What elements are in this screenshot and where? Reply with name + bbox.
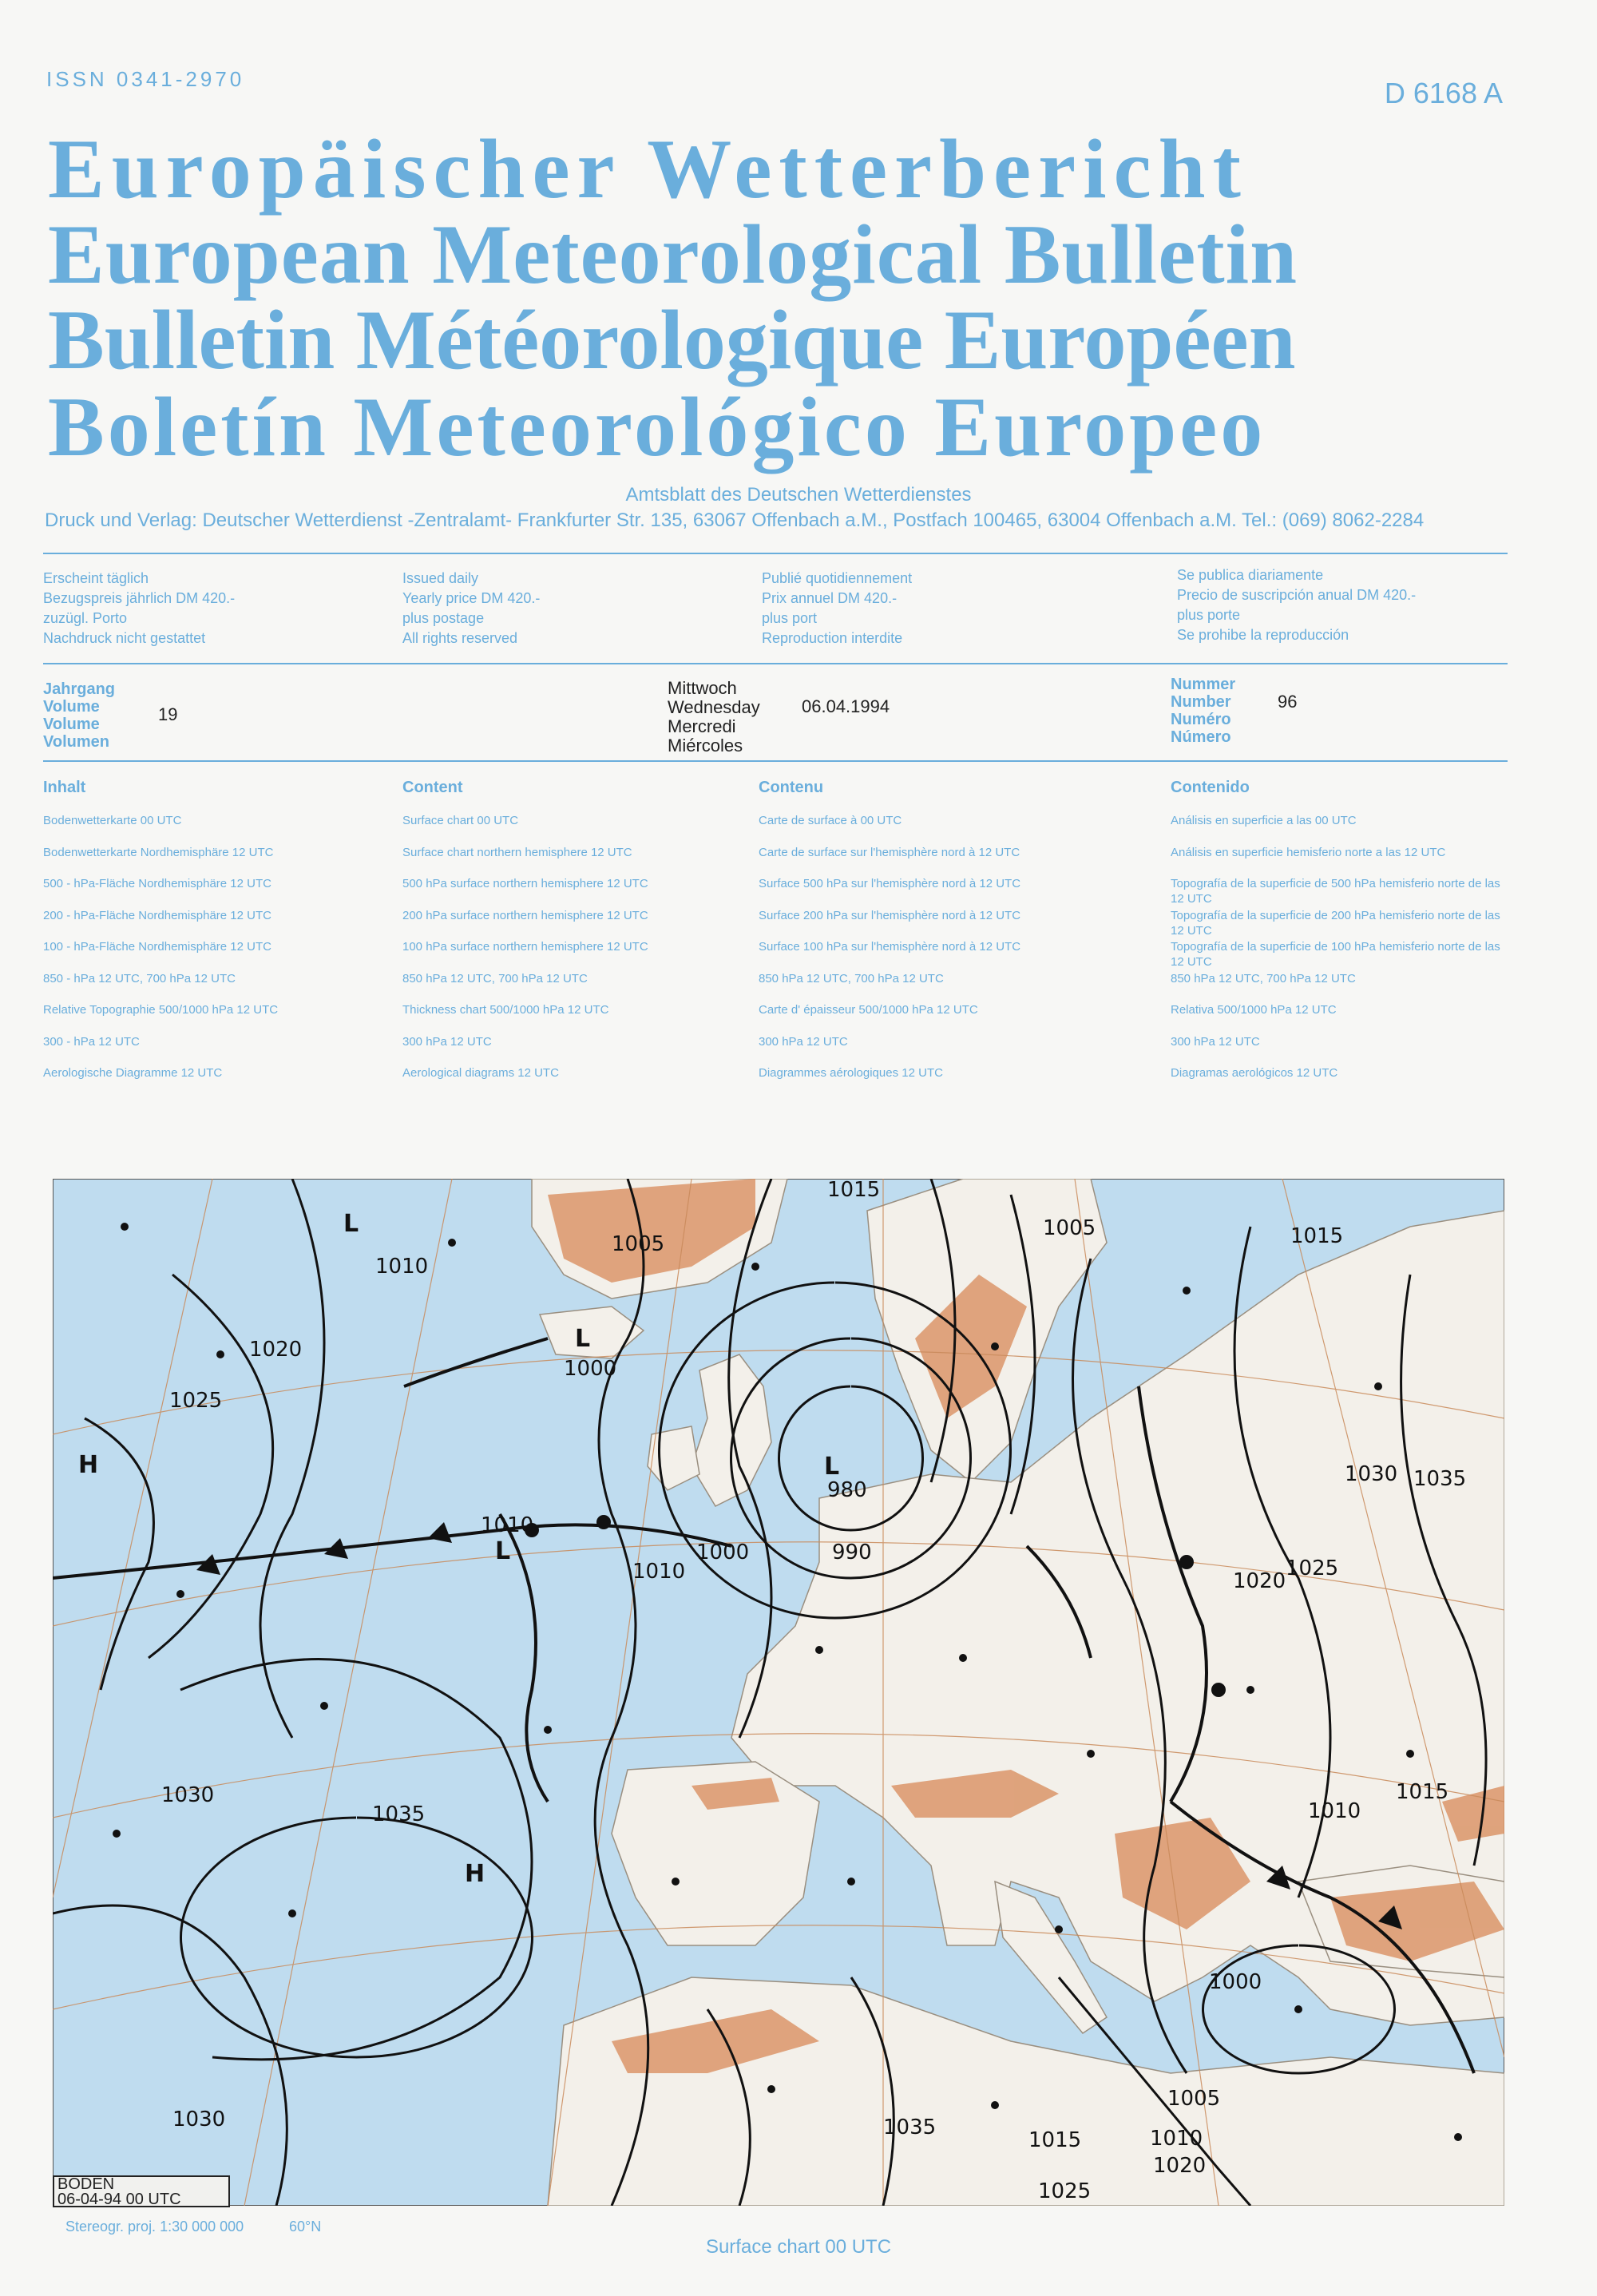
projection-latitude: 60°N	[289, 2219, 322, 2235]
title-spanish: Boletín Meteorológico Europeo	[48, 380, 1266, 474]
isobar-label: 1030	[161, 1783, 215, 1807]
weather-map-canvas	[53, 1179, 1504, 2206]
contents-item: 100 hPa surface northern hemisphere 12 UTC	[402, 940, 648, 954]
contents-heading: Content	[402, 779, 463, 796]
info-line: Publié quotidiennement	[762, 570, 913, 586]
contents-item: Aerologische Diagramme 12 UTC	[43, 1066, 223, 1080]
station-marker	[1246, 1686, 1254, 1694]
contents-item: 100 - hPa-Fläche Nordhemisphäre 12 UTC	[43, 940, 271, 954]
station-marker	[1454, 2133, 1462, 2141]
isobar-label: 1035	[1413, 1467, 1467, 1491]
isobar-label: 1010	[481, 1513, 534, 1537]
contents-heading: Contenido	[1171, 779, 1250, 796]
info-column-german	[43, 569, 235, 648]
isobar-label: 1035	[372, 1802, 426, 1826]
number-label: Number	[1171, 693, 1231, 711]
contents-item: 500 hPa surface northern hemisphere 12 UTC	[402, 877, 648, 890]
isobar-label: 1010	[375, 1255, 429, 1279]
contents-item: Análisis en superficie hemisferio norte a las 12 UTC	[1171, 845, 1446, 859]
info-line: plus port	[762, 610, 818, 626]
contents-item: Bodenwetterkarte Nordhemisphäre 12 UTC	[43, 845, 274, 859]
isobar-label: 1025	[169, 1389, 223, 1413]
station-marker	[991, 1342, 999, 1350]
station-marker	[216, 1350, 224, 1358]
station-marker	[121, 1223, 129, 1231]
number-label: Nummer	[1171, 676, 1236, 693]
station-marker	[1087, 1750, 1095, 1758]
info-line: Bezugspreis jährlich DM 420.-	[43, 590, 236, 606]
station-marker	[815, 1646, 823, 1654]
number-labels	[1171, 676, 1235, 746]
contents-item: 500 - hPa-Fläche Nordhemisphäre 12 UTC	[43, 877, 271, 890]
info-line: Se prohibe la reproducción	[1177, 627, 1349, 643]
projection-note: Stereogr. proj. 1:30 000 000	[65, 2219, 244, 2235]
number-label: Número	[1171, 728, 1231, 746]
contents-item: 850 hPa 12 UTC, 700 hPa 12 UTC	[402, 971, 588, 985]
isobar-label: 1015	[1396, 1780, 1449, 1804]
contents-column-english	[402, 779, 738, 1097]
isobar-label: 1020	[1153, 2154, 1207, 2178]
contents-item: Relative Topographie 500/1000 hPa 12 UTC	[43, 1003, 279, 1017]
isobar-label: 1030	[1345, 1462, 1398, 1486]
station-marker	[847, 1878, 855, 1886]
info-line: All rights reserved	[402, 630, 518, 646]
title-french: Bulletin Météorologique Européen	[48, 293, 1296, 387]
station-marker	[176, 1590, 184, 1598]
contents-column-german	[43, 779, 363, 1097]
info-column-spanish	[1177, 565, 1416, 645]
contents-item: Diagrammes aérologiques 12 UTC	[759, 1066, 943, 1080]
map-stamp-datetime: 06-04-94 00 UTC	[57, 2191, 181, 2208]
isobar-label: 1010	[1150, 2127, 1203, 2151]
station-marker	[1374, 1382, 1382, 1390]
low-pressure-center: L	[824, 1453, 840, 1481]
contents-item: Surface chart 00 UTC	[402, 814, 519, 827]
contents-item: 300 hPa 12 UTC	[759, 1034, 848, 1049]
number-label: Numéro	[1171, 711, 1231, 728]
isobar-label: 1015	[1028, 2128, 1082, 2152]
low-pressure-center: L	[575, 1325, 591, 1353]
weekday-label: Miércoles	[668, 736, 743, 755]
weekday-label: Mittwoch	[668, 678, 737, 698]
station-marker	[1406, 1750, 1414, 1758]
contents-item: Análisis en superficie a las 00 UTC	[1171, 814, 1357, 827]
volume-label: Volume	[43, 698, 100, 716]
high-pressure-center: H	[78, 1451, 99, 1479]
isobar-label: 990	[832, 1541, 872, 1564]
divider	[43, 553, 1508, 554]
info-line: Precio de suscripción anual DM 420.-	[1177, 587, 1417, 603]
isobar-label: 1015	[1290, 1224, 1344, 1248]
contents-column-french	[759, 779, 1126, 1097]
info-line: Nachdruck nicht gestattet	[43, 630, 206, 646]
isobar-label: 1035	[883, 2116, 937, 2139]
station-marker	[959, 1654, 967, 1662]
contents-item: Carte d' épaisseur 500/1000 hPa 12 UTC	[759, 1003, 978, 1017]
contents-column-spanish	[1171, 779, 1506, 1097]
station-marker	[1294, 2005, 1302, 2013]
issn-label: ISSN 0341-2970	[46, 67, 245, 91]
info-line: Erscheint täglich	[43, 570, 149, 586]
info-column-french	[762, 569, 912, 648]
isobar-label: 1015	[827, 1179, 881, 1202]
contents-item: Thickness chart 500/1000 hPa 12 UTC	[402, 1003, 609, 1017]
publication-code: D 6168 A	[1384, 77, 1503, 109]
isobar-label: 1025	[1286, 1556, 1339, 1580]
surface-weather-map	[53, 1179, 1504, 2206]
info-line: Yearly price DM 420.-	[402, 590, 541, 606]
contents-item: 300 hPa 12 UTC	[402, 1034, 492, 1049]
issue-date: 06.04.1994	[802, 696, 890, 716]
contents-item: Carte de surface sur l'hemisphère nord à 12 UTC	[759, 845, 1020, 859]
map-stamp-label: BODEN	[57, 2175, 115, 2193]
contents-item: Surface 500 hPa sur l'hemisphère nord à 12 UTC	[759, 877, 1021, 890]
isobar-label: 1030	[172, 2108, 226, 2131]
contents-item: Diagramas aerológicos 12 UTC	[1171, 1066, 1338, 1080]
divider	[43, 760, 1508, 762]
front-semicircle	[1179, 1555, 1194, 1569]
station-marker	[320, 1702, 328, 1710]
contents-item: 200 - hPa-Fläche Nordhemisphäre 12 UTC	[43, 908, 271, 922]
isobar-label: 1025	[1038, 2179, 1092, 2203]
station-marker	[767, 2085, 775, 2093]
contents-item: Surface 100 hPa sur l'hemisphère nord à 12 UTC	[759, 940, 1021, 954]
contents-item: Topografía de la superficie de 500 hPa hemisferio norte de las 12 UTC	[1171, 877, 1500, 906]
station-marker	[544, 1726, 552, 1734]
official-gazette-subtitle: Amtsblatt des Deutschen Wetterdienstes	[625, 484, 972, 506]
volume-label: Volumen	[43, 733, 109, 751]
volume-labels	[43, 680, 115, 751]
info-line: Se publica diariamente	[1177, 567, 1324, 583]
low-pressure-center: L	[343, 1210, 359, 1238]
weekday-label: Mercredi	[668, 716, 736, 736]
isobar-label: 1000	[696, 1541, 750, 1564]
volume-value: 19	[158, 704, 178, 724]
isobar-label: 1010	[1308, 1799, 1361, 1823]
contents-item: Relativa 500/1000 hPa 12 UTC	[1171, 1003, 1337, 1017]
map-caption: Surface chart 00 UTC	[705, 2236, 892, 2258]
info-line: zuzügl. Porto	[43, 610, 128, 626]
contents-item: 850 - hPa 12 UTC, 700 hPa 12 UTC	[43, 971, 236, 985]
isobar-label: 1005	[1167, 2087, 1221, 2111]
volume-label: Volume	[43, 716, 100, 733]
isobar-label: 1000	[1209, 1970, 1262, 1994]
contents-item: 850 hPa 12 UTC, 700 hPa 12 UTC	[1171, 971, 1356, 985]
station-marker	[1055, 1925, 1063, 1933]
station-marker	[1183, 1287, 1191, 1295]
low-pressure-center: L	[495, 1537, 511, 1565]
station-marker	[751, 1263, 759, 1271]
info-line: plus porte	[1177, 607, 1241, 623]
info-line: Issued daily	[402, 570, 479, 586]
isobar-label: 1020	[1233, 1569, 1286, 1593]
front-semicircle	[596, 1515, 611, 1529]
contents-item: 850 hPa 12 UTC, 700 hPa 12 UTC	[759, 971, 944, 985]
station-marker	[672, 1878, 680, 1886]
weekday-labels	[668, 679, 760, 755]
info-line: Reproduction interdite	[762, 630, 903, 646]
contents-item: Surface chart northern hemisphere 12 UTC	[402, 845, 632, 859]
isobar-label: 1010	[632, 1560, 686, 1584]
contents-heading: Inhalt	[43, 779, 86, 796]
station-marker	[288, 1909, 296, 1917]
weekday-label: Wednesday	[668, 697, 760, 717]
isobar-label: 980	[827, 1478, 867, 1502]
contents-item: 300 - hPa 12 UTC	[43, 1034, 140, 1049]
divider	[43, 663, 1508, 664]
station-marker	[991, 2101, 999, 2109]
isobar-label: 1000	[564, 1357, 617, 1381]
info-line: Prix annuel DM 420.-	[762, 590, 898, 606]
contents-item: Aerological diagrams 12 UTC	[402, 1066, 559, 1080]
station-marker	[113, 1830, 121, 1838]
contents-heading: Contenu	[759, 779, 824, 796]
isobar-label: 1005	[1043, 1216, 1096, 1240]
info-column-english	[402, 569, 540, 648]
title-english: European Meteorological Bulletin	[48, 208, 1298, 301]
contents-item: Surface 200 hPa sur l'hemisphère nord à 12 UTC	[759, 908, 1021, 922]
contents-item: 300 hPa 12 UTC	[1171, 1034, 1260, 1049]
front-semicircle	[1211, 1683, 1226, 1697]
contents-item: Topografía de la superficie de 200 hPa hemisferio norte de las 12 UTC	[1171, 908, 1500, 938]
volume-label: Jahrgang	[43, 680, 116, 698]
isobar-label: 1020	[249, 1338, 303, 1362]
info-line: plus postage	[402, 610, 485, 626]
contents-item: Bodenwetterkarte 00 UTC	[43, 814, 182, 827]
high-pressure-center: H	[465, 1860, 485, 1888]
contents-item: 200 hPa surface northern hemisphere 12 UTC	[402, 908, 648, 922]
title-german: Europäischer Wetterbericht	[48, 122, 1248, 216]
publisher-line: Druck und Verlag: Deutscher Wetterdienst -Zentralamt- Frankfurter Str. 135, 63067 Offenbach a.M., Postfach 100465, 63004 Offenbach a.M. Tel.: (069) 8062-2284	[45, 510, 1425, 531]
issue-number: 96	[1278, 692, 1298, 712]
isobar-label: 1005	[612, 1232, 665, 1256]
station-marker	[448, 1239, 456, 1247]
map-stamp	[53, 2175, 230, 2207]
contents-item: Carte de surface à 00 UTC	[759, 814, 902, 827]
contents-item: Topografía de la superficie de 100 hPa hemisferio norte de las 12 UTC	[1171, 940, 1500, 969]
